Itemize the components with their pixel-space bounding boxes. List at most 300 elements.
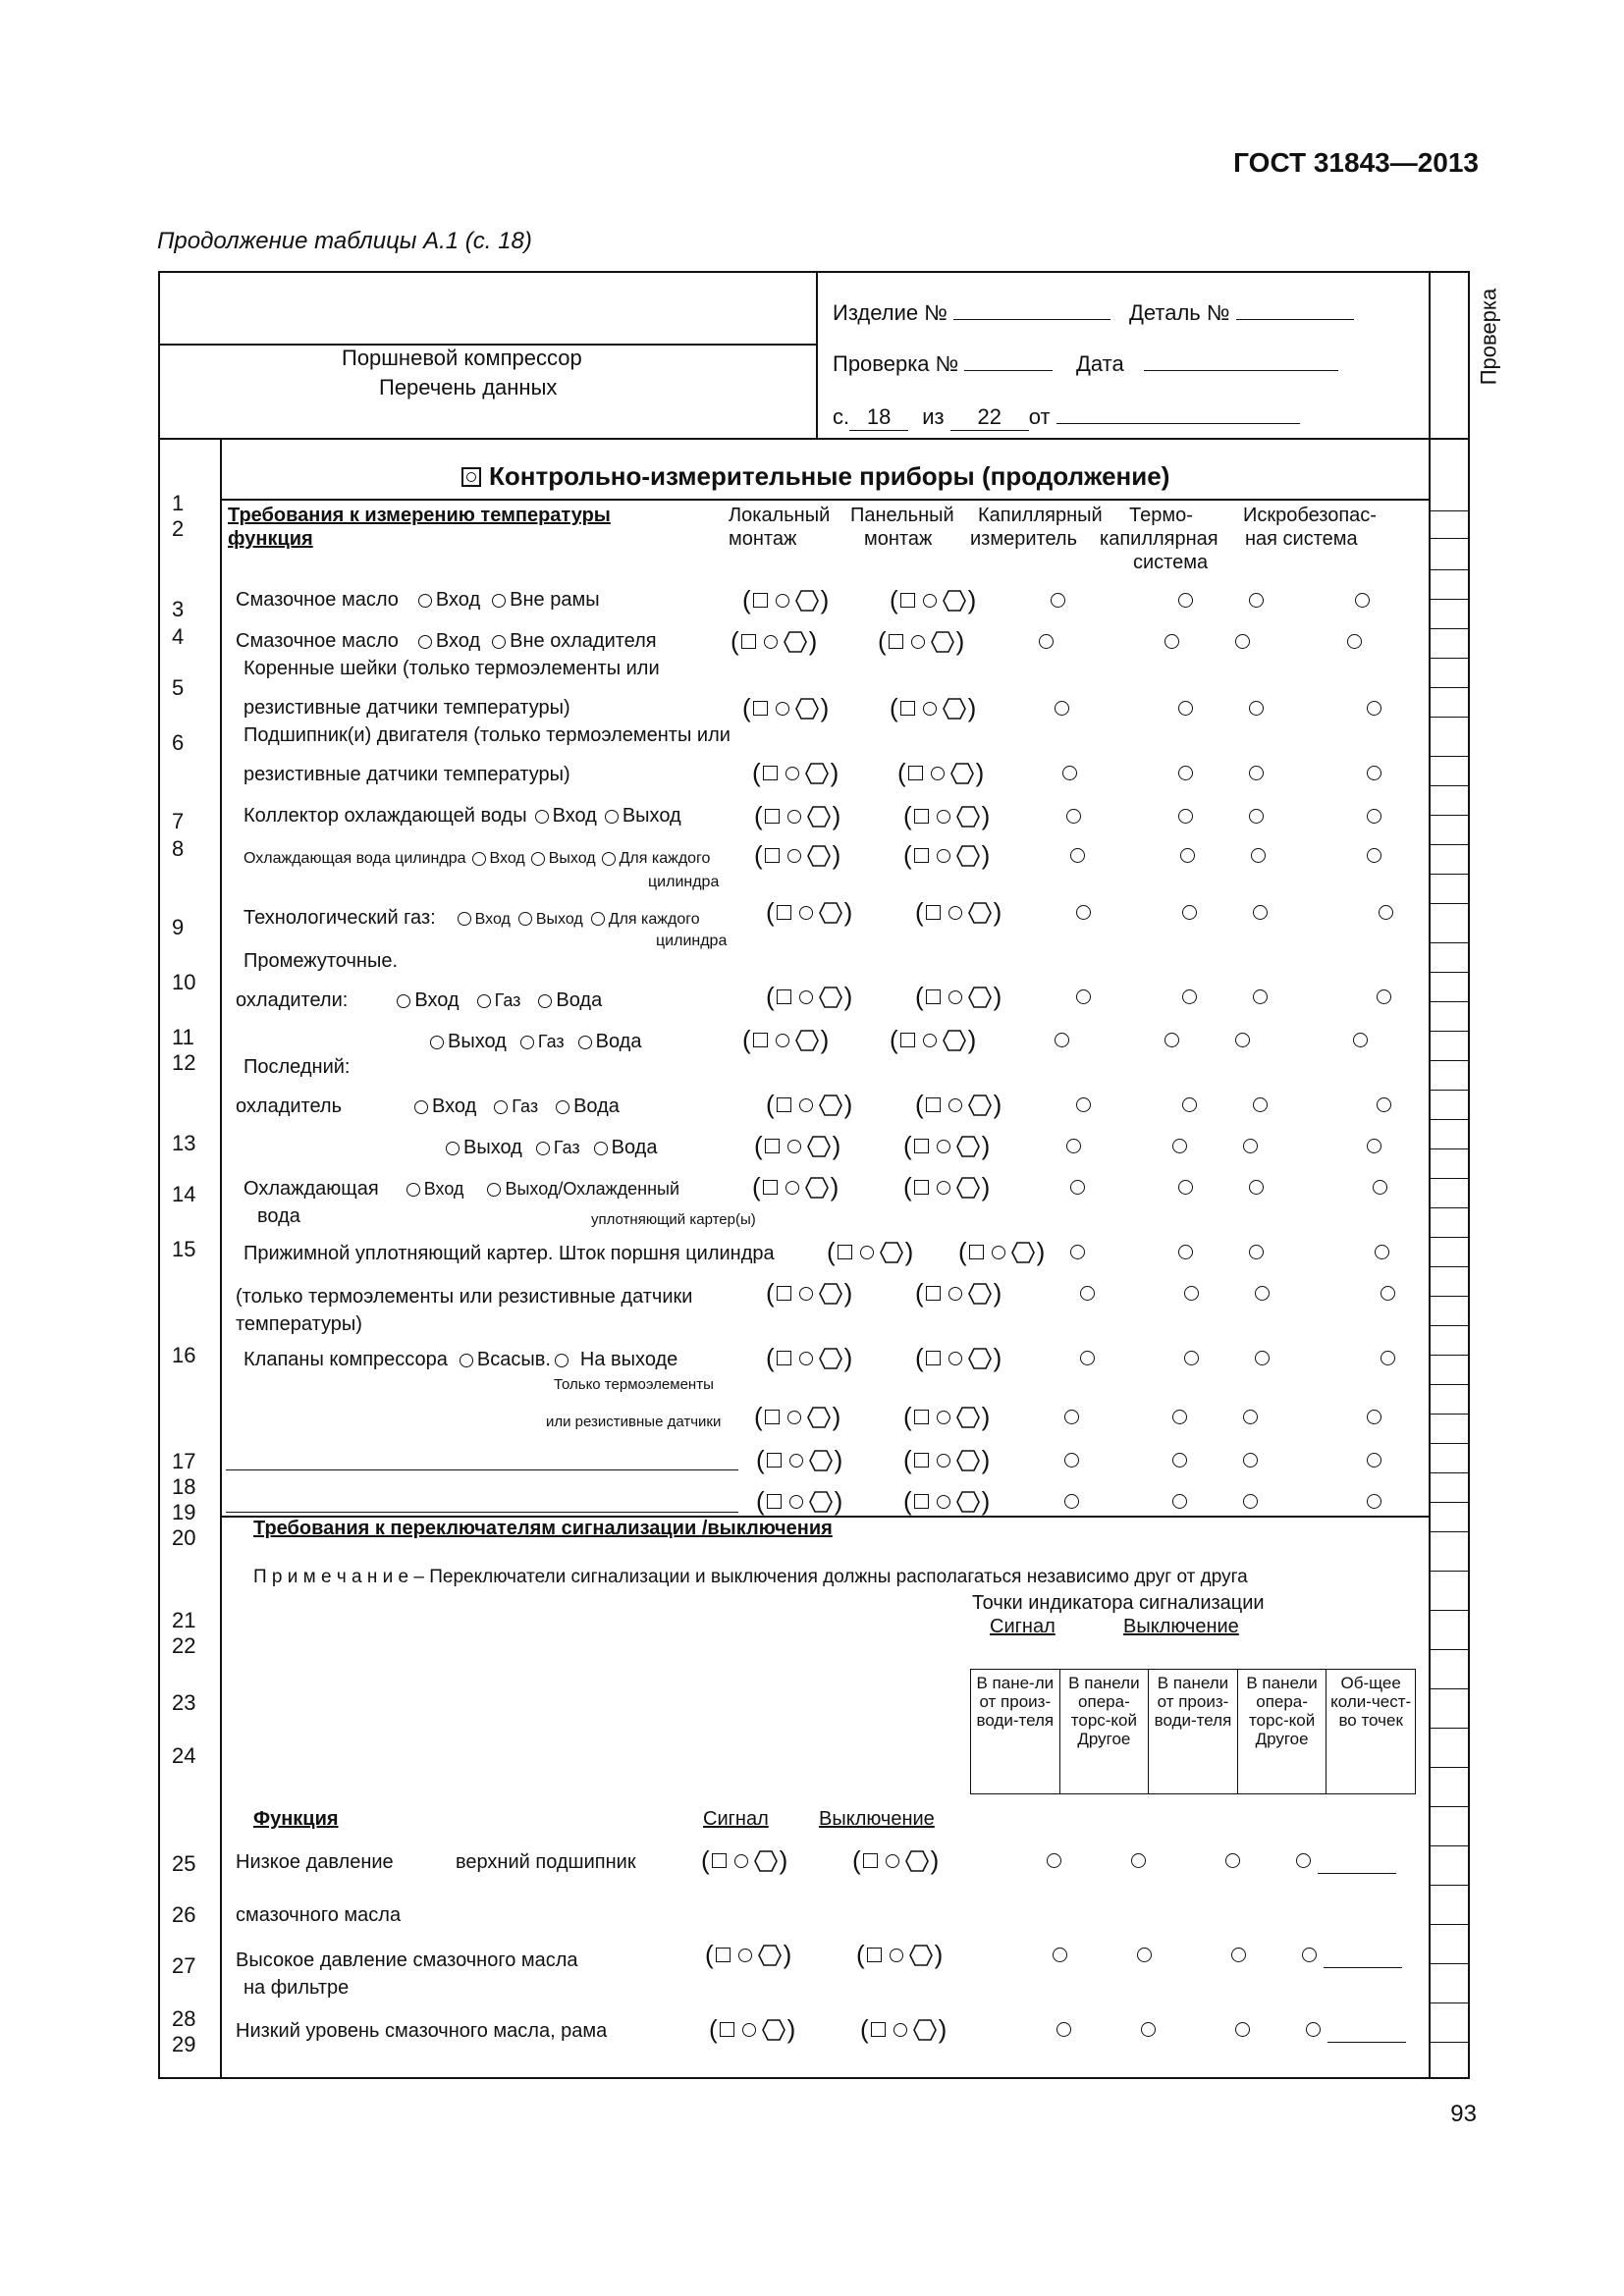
mount-option-group[interactable]: ( ): [860, 2014, 947, 2044]
hexagon-icon[interactable]: [943, 697, 966, 721]
circle-option[interactable]: [785, 1181, 799, 1195]
square-checkbox[interactable]: [712, 1853, 727, 1868]
circle-option[interactable]: [799, 906, 813, 920]
mount-option-group[interactable]: ( ): [766, 1090, 853, 1119]
mount-option-group[interactable]: ( ): [903, 1172, 991, 1201]
check-cell-line: [1429, 1296, 1470, 1297]
option-circle[interactable]: [1051, 593, 1065, 608]
mount-option-group[interactable]: ( ): [752, 758, 839, 787]
square-checkbox[interactable]: [777, 1097, 791, 1112]
mount-option-group[interactable]: ( ): [903, 1402, 991, 1431]
option-circle[interactable]: [1184, 1286, 1199, 1301]
mount-option-group[interactable]: ( ): [903, 1131, 991, 1160]
option-circle[interactable]: [1235, 2022, 1250, 2037]
check-cell-line: [1429, 874, 1470, 875]
mount-option-group[interactable]: ( ): [756, 1445, 843, 1474]
hexagon-icon[interactable]: [943, 1029, 966, 1052]
option-circle[interactable]: [1231, 1948, 1246, 1962]
hexagon-icon[interactable]: [956, 1490, 980, 1514]
mount-option-group[interactable]: ( ): [766, 897, 853, 927]
option-circle[interactable]: [1373, 1180, 1387, 1195]
option-circle[interactable]: [1296, 1853, 1311, 1868]
hexagon-icon[interactable]: [819, 901, 842, 925]
option-circle[interactable]: [1367, 1494, 1381, 1509]
mount-option-group[interactable]: ( ): [890, 1025, 977, 1054]
square-checkbox[interactable]: [914, 848, 929, 863]
square-checkbox[interactable]: [753, 1033, 768, 1047]
square-checkbox[interactable]: [838, 1245, 852, 1259]
circle-option[interactable]: [734, 1854, 748, 1868]
circle-option[interactable]: [948, 1287, 962, 1301]
mount-option-group[interactable]: ( ): [827, 1237, 914, 1266]
circle-option[interactable]: [923, 594, 937, 608]
row17-blank[interactable]: [226, 1469, 738, 1470]
hexagon-icon[interactable]: [784, 630, 807, 654]
circle-option[interactable]: [738, 1949, 752, 1962]
title-vertical-divider: [816, 271, 818, 438]
option-circle[interactable]: [1131, 1853, 1146, 1868]
option-circle[interactable]: [1070, 1245, 1085, 1259]
square-checkbox[interactable]: [914, 1139, 929, 1153]
hexagon-icon[interactable]: [819, 1282, 842, 1306]
circle-option[interactable]: [787, 849, 801, 863]
hexagon-icon[interactable]: [931, 630, 954, 654]
row16-label-sub: Только термоэлементы: [554, 1376, 714, 1393]
title-line-2: Перечень данных: [379, 375, 558, 400]
mount-option-group[interactable]: ( ): [754, 1402, 841, 1431]
hexagon-icon[interactable]: [754, 1849, 778, 1873]
subtable-col-4: В панели опера-торс-кой Другое: [1237, 1670, 1326, 1793]
circle-option[interactable]: [937, 810, 950, 824]
hexagon-icon[interactable]: [819, 1347, 842, 1370]
mount-option-group[interactable]: ( ): [766, 1278, 853, 1308]
square-checkbox[interactable]: [900, 1033, 915, 1047]
square-checkbox[interactable]: [765, 1139, 780, 1153]
hexagon-icon[interactable]: [795, 589, 819, 613]
square-checkbox[interactable]: [914, 1410, 929, 1424]
circle-option[interactable]: [931, 767, 945, 780]
check-cell-line: [1429, 1472, 1470, 1473]
option-circle[interactable]: [1172, 1410, 1187, 1424]
option-circle[interactable]: [1347, 634, 1362, 649]
option-circle[interactable]: [1178, 1180, 1193, 1195]
circle-option[interactable]: [776, 702, 789, 716]
row-number: 10: [172, 970, 196, 994]
hexagon-icon[interactable]: [968, 986, 992, 1009]
option-circle[interactable]: [1064, 1494, 1079, 1509]
mount-option-group[interactable]: ( ): [709, 2014, 796, 2044]
square-checkbox[interactable]: [900, 593, 915, 608]
option-circle[interactable]: [1243, 1494, 1258, 1509]
circle-option[interactable]: [886, 1854, 899, 1868]
title-line-1: Поршневой компрессор: [342, 346, 582, 370]
circle-option[interactable]: [937, 1181, 950, 1195]
option-circle[interactable]: [1249, 766, 1264, 780]
option-circle[interactable]: [1249, 593, 1264, 608]
circle-option[interactable]: [789, 1454, 803, 1468]
check-cell-line: [1429, 1502, 1470, 1503]
option-circle[interactable]: [1367, 766, 1381, 780]
square-checkbox[interactable]: [777, 1351, 791, 1365]
square-checkbox[interactable]: [867, 1948, 882, 1962]
option-circle[interactable]: [1172, 1139, 1187, 1153]
option-circle[interactable]: [1182, 1097, 1197, 1112]
circle-option[interactable]: [764, 635, 778, 649]
square-checkbox[interactable]: [914, 1180, 929, 1195]
mount-option-group[interactable]: ( ): [856, 1940, 944, 1969]
check-cell-line: [1429, 1924, 1470, 1925]
square-checkbox[interactable]: [777, 989, 791, 1004]
hexagon-icon[interactable]: [968, 1347, 992, 1370]
circle-option[interactable]: [799, 1098, 813, 1112]
row-number: 26: [172, 1902, 196, 1927]
square-checkbox[interactable]: [767, 1494, 782, 1509]
option-circle[interactable]: [1253, 989, 1268, 1004]
option-circle[interactable]: [1180, 848, 1195, 863]
option-circle[interactable]: [1367, 848, 1381, 863]
option-circle[interactable]: [1182, 989, 1197, 1004]
option-circle[interactable]: [1253, 905, 1268, 920]
total-points-field[interactable]: [1318, 1873, 1396, 1874]
mount-option-group[interactable]: ( ): [897, 758, 985, 787]
hexagon-icon[interactable]: [762, 2018, 785, 2042]
row-number: 14: [172, 1182, 196, 1206]
circle-option[interactable]: [890, 1949, 903, 1962]
function-shutdown-label: Выключение: [819, 1808, 935, 1830]
option-circle[interactable]: [1039, 634, 1054, 649]
option-circle[interactable]: [1353, 1033, 1368, 1047]
hexagon-icon[interactable]: [819, 986, 842, 1009]
mount-option-group[interactable]: ( ): [903, 1445, 991, 1474]
option-circle[interactable]: [1249, 1180, 1264, 1195]
square-checkbox[interactable]: [926, 1351, 941, 1365]
hexagon-icon[interactable]: [805, 762, 829, 785]
alarm-note: П р и м е ч а н и е – Переключатели сигнализации и выключения должны располагаться независимо друг от друга: [253, 1567, 1248, 1587]
hexagon-icon[interactable]: [807, 1135, 831, 1158]
square-checkbox[interactable]: [926, 989, 941, 1004]
date-field[interactable]: [1144, 370, 1338, 371]
sheet-number[interactable]: 18: [849, 404, 908, 431]
check-cell-line: [1429, 538, 1470, 539]
hexagon-icon[interactable]: [880, 1241, 903, 1264]
circle-option[interactable]: [789, 1495, 803, 1509]
option-circle[interactable]: [1225, 1853, 1240, 1868]
circle-option[interactable]: [948, 1352, 962, 1365]
option-circle[interactable]: [1379, 905, 1393, 920]
hexagon-icon[interactable]: [795, 1029, 819, 1052]
square-checkbox[interactable]: [969, 1245, 984, 1259]
option-circle[interactable]: [1255, 1286, 1270, 1301]
mount-option-group[interactable]: ( ): [878, 626, 965, 656]
square-checkbox[interactable]: [863, 1853, 878, 1868]
mount-option-group[interactable]: ( ): [731, 626, 818, 656]
option-circle[interactable]: [1070, 1180, 1085, 1195]
option-circle[interactable]: [1178, 809, 1193, 824]
hexagon-icon[interactable]: [807, 844, 831, 868]
circle-option[interactable]: [860, 1246, 874, 1259]
option-circle[interactable]: [1375, 1245, 1389, 1259]
mount-option-group[interactable]: ( ): [752, 1172, 839, 1201]
option-circle[interactable]: [1080, 1351, 1095, 1365]
mount-option-group[interactable]: ( ): [915, 897, 1002, 927]
square-checkbox[interactable]: [914, 1453, 929, 1468]
square-checkbox[interactable]: [753, 701, 768, 716]
check-cell-line: [1429, 1207, 1470, 1208]
row14-label-a: Охлаждающая Вход Выход/Охлажденный: [244, 1178, 680, 1200]
row-number: 15: [172, 1237, 196, 1261]
square-checkbox[interactable]: [926, 905, 941, 920]
mount-option-group[interactable]: ( ): [742, 1025, 830, 1054]
hexagon-icon[interactable]: [905, 1849, 929, 1873]
mount-option-group[interactable]: ( ): [903, 801, 991, 830]
circle-option[interactable]: [776, 1034, 789, 1047]
detal-field[interactable]: [1236, 319, 1354, 320]
option-circle[interactable]: [1141, 2022, 1156, 2037]
option-circle[interactable]: [1377, 1097, 1391, 1112]
hexagon-icon[interactable]: [968, 1094, 992, 1117]
proverka-no-field[interactable]: [964, 370, 1053, 371]
row-number: 8: [172, 836, 185, 861]
total-points-field[interactable]: [1324, 1967, 1402, 1968]
option-circle[interactable]: [1076, 989, 1091, 1004]
square-checkbox[interactable]: [889, 634, 903, 649]
circle-option[interactable]: [785, 767, 799, 780]
option-circle[interactable]: [1243, 1410, 1258, 1424]
proverka-no-label: Проверка №: [833, 351, 1053, 377]
mount-option-group[interactable]: ( ): [903, 1486, 991, 1516]
option-circle[interactable]: [1302, 1948, 1317, 1962]
mount-option-group[interactable]: ( ): [742, 585, 830, 614]
mount-option-group[interactable]: ( ): [903, 840, 991, 870]
row-number: 16: [172, 1343, 196, 1367]
option-circle[interactable]: [1164, 1033, 1179, 1047]
hexagon-icon[interactable]: [809, 1449, 833, 1472]
circle-option[interactable]: [776, 594, 789, 608]
mount-option-group[interactable]: ( ): [958, 1237, 1046, 1266]
hexagon-icon[interactable]: [1011, 1241, 1035, 1264]
hexagon-icon[interactable]: [807, 805, 831, 828]
option-circle[interactable]: [1367, 701, 1381, 716]
hexagon-icon[interactable]: [956, 1135, 980, 1158]
row27-label-b: на фильтре: [244, 1977, 350, 1999]
hexagon-icon[interactable]: [795, 697, 819, 721]
mount-option-group[interactable]: ( ): [915, 1090, 1002, 1119]
square-checkbox[interactable]: [720, 2022, 734, 2037]
option-circle[interactable]: [1367, 1139, 1381, 1153]
sheet-total[interactable]: 22: [950, 404, 1029, 431]
option-circle[interactable]: [1251, 848, 1266, 863]
section-title: Контрольно-измерительные приборы (продолжение): [461, 461, 1169, 492]
option-circle[interactable]: [1235, 634, 1250, 649]
option-circle[interactable]: [1249, 701, 1264, 716]
option-circle[interactable]: [1066, 809, 1081, 824]
option-circle[interactable]: [1178, 593, 1193, 608]
circle-option[interactable]: [799, 990, 813, 1004]
mount-option-group[interactable]: ( ): [754, 840, 841, 870]
circle-option[interactable]: [992, 1246, 1005, 1259]
mount-option-group[interactable]: ( ): [915, 982, 1002, 1011]
option-circle[interactable]: [1137, 1948, 1152, 1962]
circle-option[interactable]: [799, 1287, 813, 1301]
row14-label-sub: уплотняющий картер(ы): [591, 1211, 756, 1228]
circle-option[interactable]: [948, 906, 962, 920]
option-circle[interactable]: [1172, 1453, 1187, 1468]
circle-option[interactable]: [787, 1140, 801, 1153]
mount-option-group[interactable]: ( ): [890, 585, 977, 614]
circle-option[interactable]: [893, 2023, 907, 2037]
circle-option[interactable]: [923, 1034, 937, 1047]
row4-label: Смазочное масло Вход Вне охладителя: [236, 630, 657, 652]
option-circle[interactable]: [1064, 1453, 1079, 1468]
option-circle[interactable]: [1178, 701, 1193, 716]
option-circle[interactable]: [1056, 2022, 1071, 2037]
square-checkbox[interactable]: [908, 766, 923, 780]
hexagon-icon[interactable]: [758, 1944, 782, 1967]
col-intrinsic-2: ная система: [1245, 528, 1358, 550]
circle-option[interactable]: [948, 990, 962, 1004]
square-checkbox[interactable]: [753, 593, 768, 608]
row-number: 12: [172, 1050, 196, 1075]
mount-option-group[interactable]: ( ): [742, 693, 830, 722]
hexagon-icon[interactable]: [956, 805, 980, 828]
square-checkbox[interactable]: [763, 766, 778, 780]
hexagon-icon[interactable]: [956, 1176, 980, 1200]
option-circle[interactable]: [1172, 1494, 1187, 1509]
check-cell-line: [1429, 1325, 1470, 1326]
mount-option-group[interactable]: ( ): [852, 1845, 940, 1875]
square-checkbox[interactable]: [777, 905, 791, 920]
mount-option-group[interactable]: ( ): [754, 801, 841, 830]
option-circle[interactable]: [1235, 1033, 1250, 1047]
option-circle[interactable]: [1377, 989, 1391, 1004]
circle-option[interactable]: [787, 810, 801, 824]
mount-option-group[interactable]: ( ): [766, 982, 853, 1011]
square-checkbox[interactable]: [765, 1410, 780, 1424]
circle-option[interactable]: [937, 849, 950, 863]
hexagon-icon[interactable]: [956, 1449, 980, 1472]
row18-blank[interactable]: [226, 1512, 738, 1513]
check-cell-line: [1429, 658, 1470, 659]
hexagon-icon[interactable]: [809, 1490, 833, 1514]
option-circle[interactable]: [1367, 1410, 1381, 1424]
option-circle[interactable]: [1062, 766, 1077, 780]
hexagon-icon[interactable]: [950, 762, 974, 785]
mount-option-group[interactable]: ( ): [766, 1343, 853, 1372]
square-checkbox[interactable]: [926, 1097, 941, 1112]
option-circle[interactable]: [1249, 809, 1264, 824]
circle-option[interactable]: [948, 1098, 962, 1112]
row-number: 23: [172, 1690, 196, 1715]
circle-option[interactable]: [937, 1140, 950, 1153]
mount-option-group[interactable]: ( ): [890, 693, 977, 722]
option-circle[interactable]: [1066, 1139, 1081, 1153]
circle-option[interactable]: [937, 1454, 950, 1468]
izdelie-field[interactable]: [953, 319, 1110, 320]
option-circle[interactable]: [1047, 1853, 1061, 1868]
hexagon-icon[interactable]: [807, 1406, 831, 1429]
circle-option[interactable]: [787, 1411, 801, 1424]
option-circle[interactable]: [1182, 905, 1197, 920]
mount-option-group[interactable]: ( ): [915, 1343, 1002, 1372]
option-circle[interactable]: [1053, 1948, 1067, 1962]
option-circle[interactable]: [1367, 809, 1381, 824]
option-circle[interactable]: [1178, 1245, 1193, 1259]
square-checkbox[interactable]: [900, 701, 915, 716]
hexagon-icon[interactable]: [805, 1176, 829, 1200]
square-checkbox[interactable]: [914, 809, 929, 824]
hexagon-icon[interactable]: [956, 844, 980, 868]
option-circle[interactable]: [1080, 1286, 1095, 1301]
mount-option-group[interactable]: ( ): [915, 1278, 1002, 1308]
option-circle[interactable]: [1243, 1139, 1258, 1153]
hexagon-icon[interactable]: [968, 901, 992, 925]
hexagon-icon[interactable]: [968, 1282, 992, 1306]
option-circle[interactable]: [1249, 1245, 1264, 1259]
mount-option-group[interactable]: ( ): [754, 1131, 841, 1160]
option-circle[interactable]: [1184, 1351, 1199, 1365]
square-checkbox[interactable]: [871, 2022, 886, 2037]
sheet-from-field[interactable]: [1056, 423, 1300, 424]
circle-option[interactable]: [742, 2023, 756, 2037]
check-cell-line: [1429, 1728, 1470, 1729]
option-circle[interactable]: [1355, 593, 1370, 608]
option-circle[interactable]: [1367, 1453, 1381, 1468]
hexagon-icon[interactable]: [913, 2018, 937, 2042]
square-checkbox[interactable]: [914, 1494, 929, 1509]
square-checkbox[interactable]: [767, 1453, 782, 1468]
square-checkbox[interactable]: [765, 848, 780, 863]
total-points-field[interactable]: [1327, 2042, 1406, 2043]
option-circle[interactable]: [1070, 848, 1085, 863]
check-cell-line: [1429, 599, 1470, 600]
square-checkbox[interactable]: [763, 1180, 778, 1195]
square-checkbox[interactable]: [777, 1286, 791, 1301]
circle-option[interactable]: [937, 1411, 950, 1424]
circle-option[interactable]: [911, 635, 925, 649]
square-checkbox[interactable]: [926, 1286, 941, 1301]
option-circle[interactable]: [1380, 1286, 1395, 1301]
option-circle[interactable]: [1076, 905, 1091, 920]
square-checkbox[interactable]: [765, 809, 780, 824]
option-circle[interactable]: [1178, 766, 1193, 780]
option-circle[interactable]: [1064, 1410, 1079, 1424]
circle-option[interactable]: [799, 1352, 813, 1365]
row-number: 4: [172, 624, 185, 649]
circle-option[interactable]: [937, 1495, 950, 1509]
square-checkbox[interactable]: [716, 1948, 731, 1962]
option-circle[interactable]: [1255, 1351, 1270, 1365]
option-circle[interactable]: [1076, 1097, 1091, 1112]
hexagon-icon[interactable]: [956, 1406, 980, 1429]
option-circle[interactable]: [1243, 1453, 1258, 1468]
option-circle[interactable]: [1253, 1097, 1268, 1112]
mount-option-group[interactable]: ( ): [756, 1486, 843, 1516]
square-checkbox[interactable]: [741, 634, 756, 649]
option-circle[interactable]: [1164, 634, 1179, 649]
hexagon-icon[interactable]: [819, 1094, 842, 1117]
option-circle[interactable]: [1380, 1351, 1395, 1365]
option-circle[interactable]: [1055, 1033, 1069, 1047]
hexagon-icon[interactable]: [909, 1944, 933, 1967]
mount-option-group[interactable]: ( ): [701, 1845, 788, 1875]
circle-option[interactable]: [923, 702, 937, 716]
mount-option-group[interactable]: ( ): [705, 1940, 792, 1969]
check-cell-line: [1429, 1885, 1470, 1886]
option-circle[interactable]: [1306, 2022, 1321, 2037]
option-circle[interactable]: [1055, 701, 1069, 716]
hexagon-icon[interactable]: [943, 589, 966, 613]
row6-label-b: резистивные датчики температуры): [244, 764, 570, 785]
